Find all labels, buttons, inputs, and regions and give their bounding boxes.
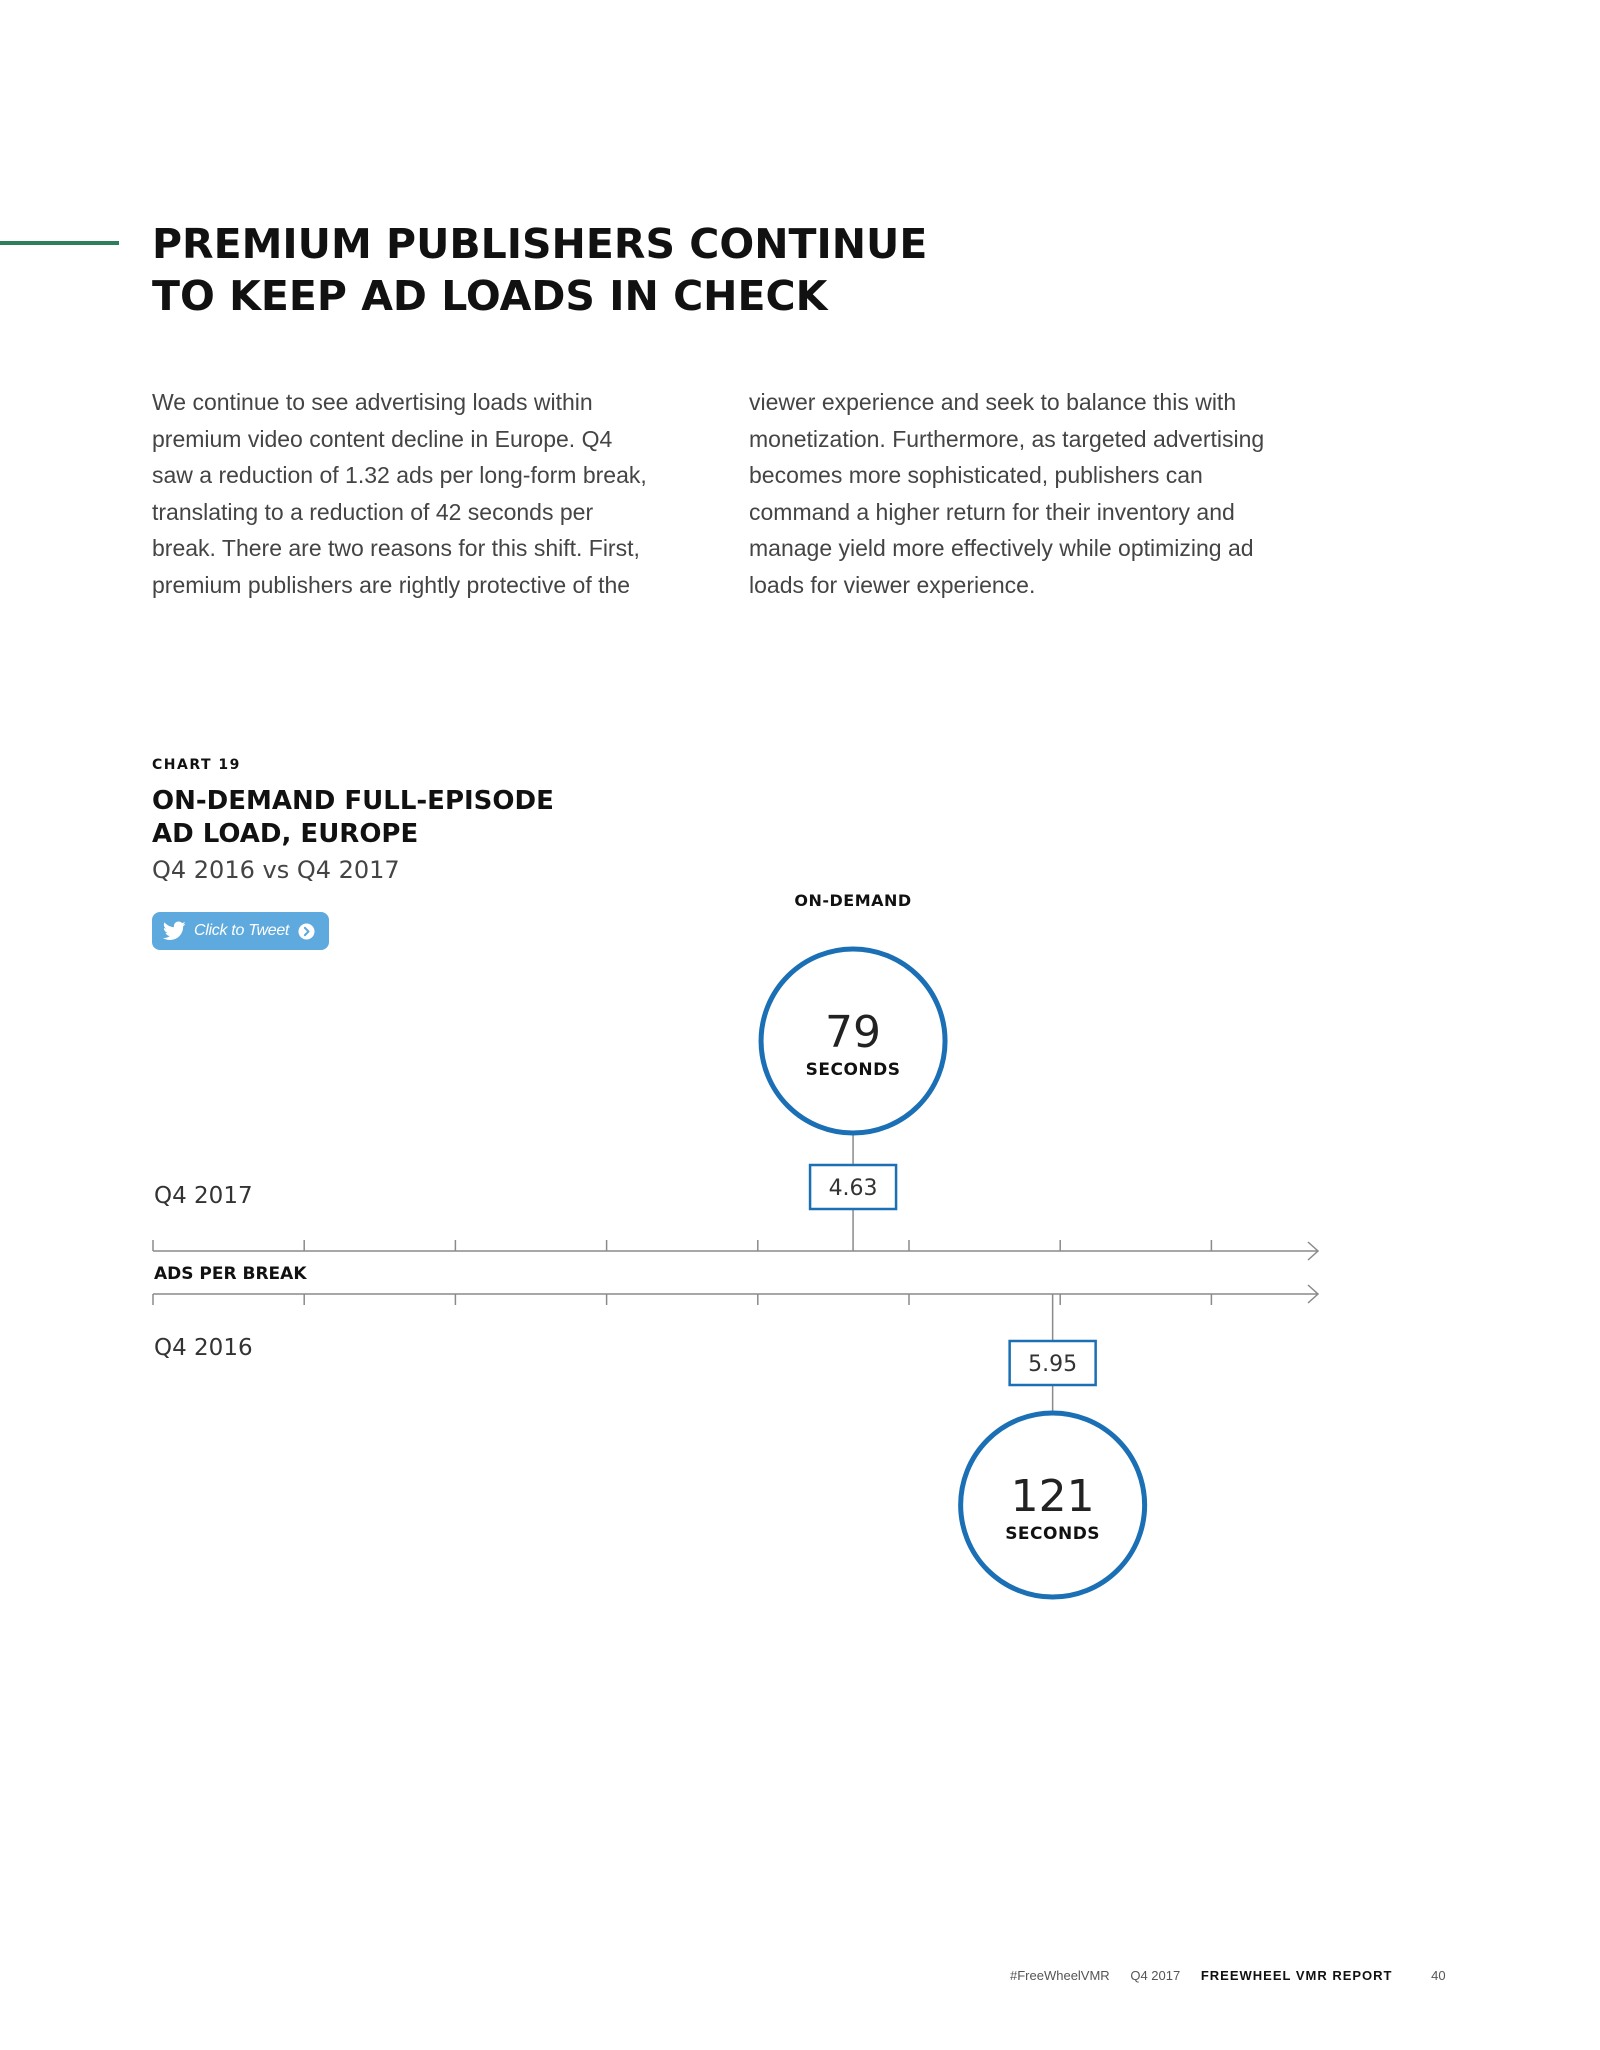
seconds-value: 121 — [1010, 1471, 1095, 1522]
axis-label: ADS PER BREAK — [154, 1264, 307, 1284]
body-line: command a higher return for their inventory and — [749, 498, 1235, 525]
body-line: break. There are two reasons for this shift. First, — [152, 535, 640, 562]
body-line: viewer experience and seek to balance this with — [749, 389, 1237, 415]
seconds-unit-label: SECONDS — [805, 1060, 901, 1080]
body-line: manage yield more effectively while optimizing ad — [749, 535, 1254, 562]
footer-period: Q4 2017 — [1130, 1968, 1181, 1983]
footer-hashtag: #FreeWheelVMR — [1010, 1968, 1110, 1983]
body-line: saw a reduction of 1.32 ads per long-form break, — [152, 462, 647, 489]
page-footer — [1010, 1968, 1446, 1983]
heading-line-2: TO KEEP AD LOADS IN CHECK — [152, 272, 828, 320]
seconds-value: 79 — [825, 1007, 882, 1058]
row-label-q4-2016: Q4 2016 — [154, 1335, 253, 1361]
heading-line-1: PREMIUM PUBLISHERS CONTINUE — [152, 220, 928, 268]
chart-number: CHART 19 — [152, 757, 241, 773]
body-line: We continue to see advertising loads within — [152, 389, 593, 415]
ads-per-break-value: 4.63 — [828, 1176, 878, 1201]
chart-title-line-2: AD LOAD, EUROPE — [152, 819, 419, 849]
ads-per-break-value: 5.95 — [1028, 1352, 1078, 1377]
body-line: premium video content decline in Europe. Q4 — [152, 425, 613, 452]
body-line: translating to a reduction of 42 seconds per — [152, 498, 594, 525]
series-label: ON-DEMAND — [794, 891, 912, 910]
tweet-label: Click to Tweet — [194, 922, 290, 939]
body-line: monetization. Furthermore, as targeted advertising — [749, 425, 1265, 452]
footer-report-title: FREEWHEEL VMR REPORT — [1200, 1968, 1393, 1983]
chart-title-line-1: ON-DEMAND FULL-EPISODE — [152, 786, 554, 816]
body-line: becomes more sophisticated, publishers can — [749, 462, 1203, 489]
page-number: 40 — [1431, 1968, 1446, 1983]
chart-subtitle: Q4 2016 vs Q4 2017 — [152, 856, 400, 884]
body-line: premium publishers are rightly protective of the — [152, 571, 631, 598]
seconds-unit-label: SECONDS — [1005, 1524, 1101, 1544]
row-label-q4-2017: Q4 2017 — [154, 1183, 253, 1209]
body-line: loads for viewer experience. — [749, 571, 1036, 598]
